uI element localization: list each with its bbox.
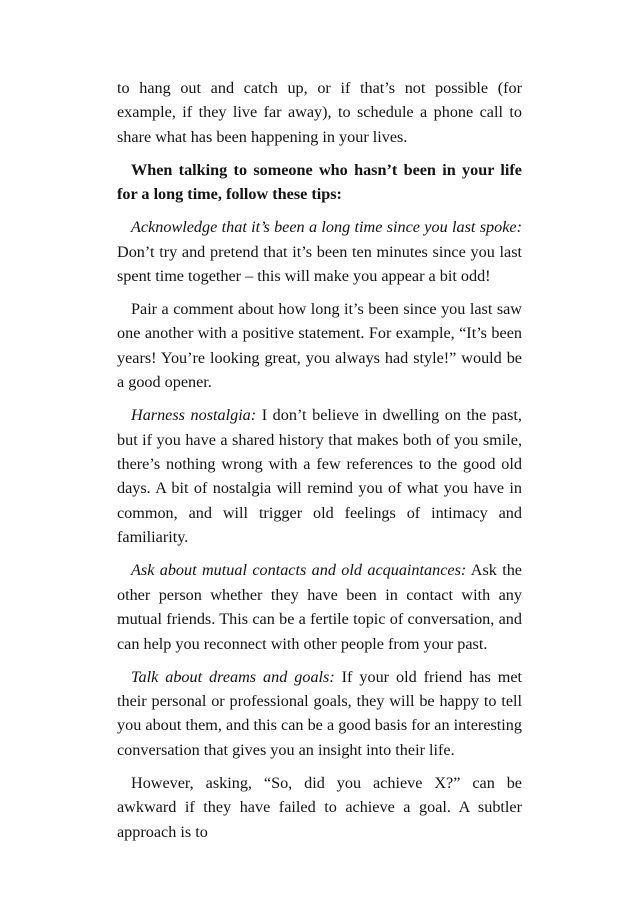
paragraph-lead: Ask about mutual contacts and old acquaintances:: [131, 561, 467, 580]
paragraph-text: If your old friend has met their personal or professional goals, they will be happy to tell you about them, and this can be a good basis for an interesting conversation that gives you an insight into their life.: [117, 667, 522, 759]
paragraph-pair-comment: [117, 297, 522, 395]
paragraph-text: Ask the other person whether they have been in contact with any mutual friends. This can be a fertile topic of conversation, and can help you reconnect with other people from your past.: [117, 561, 522, 653]
tips-heading: [117, 158, 522, 207]
paragraph-lead: Harness nostalgia:: [131, 406, 257, 425]
paragraph-mutual-contacts: [117, 558, 522, 656]
paragraph-acknowledge: [117, 215, 522, 288]
paragraph-text: I don’t believe in dwelling on the past, but if you have a shared history that makes both of you smile, there’s nothing wrong with a few references to the good old days. A bit of nostalgia will remind you of what you have in common, and will trigger old feelings of intimacy and familiarity.: [117, 406, 522, 547]
paragraph-dreams-goals: [117, 665, 522, 763]
heading-text: When talking to someone who hasn’t been in your life for a long time, follow these tips:: [117, 160, 522, 204]
page-text: [117, 76, 522, 853]
paragraph-text: However, asking, “So, did you achieve X?” can be awkward if they have failed to achieve a goal. A subtler approach is to: [117, 773, 522, 841]
paragraph-however: [117, 771, 522, 844]
paragraph-continuation: [117, 76, 522, 149]
paragraph-nostalgia: [117, 403, 522, 549]
paragraph-text: Pair a comment about how long it’s been since you last saw one another with a positive statement. For example, “It’s been years! You’re looking great, you always had style!” would be a good opener.: [117, 300, 522, 392]
paragraph-lead: Talk about dreams and goals:: [131, 667, 335, 686]
paragraph-text: Don’t try and pretend that it’s been ten minutes since you last spent time together – this will make you appear a bit odd!: [117, 242, 522, 286]
paragraph-text: to hang out and catch up, or if that’s not possible (for example, if they live far away), to schedule a phone call to share what has been happening in your lives.: [117, 79, 522, 146]
paragraph-lead: Acknowledge that it’s been a long time since you last spoke:: [131, 218, 522, 237]
